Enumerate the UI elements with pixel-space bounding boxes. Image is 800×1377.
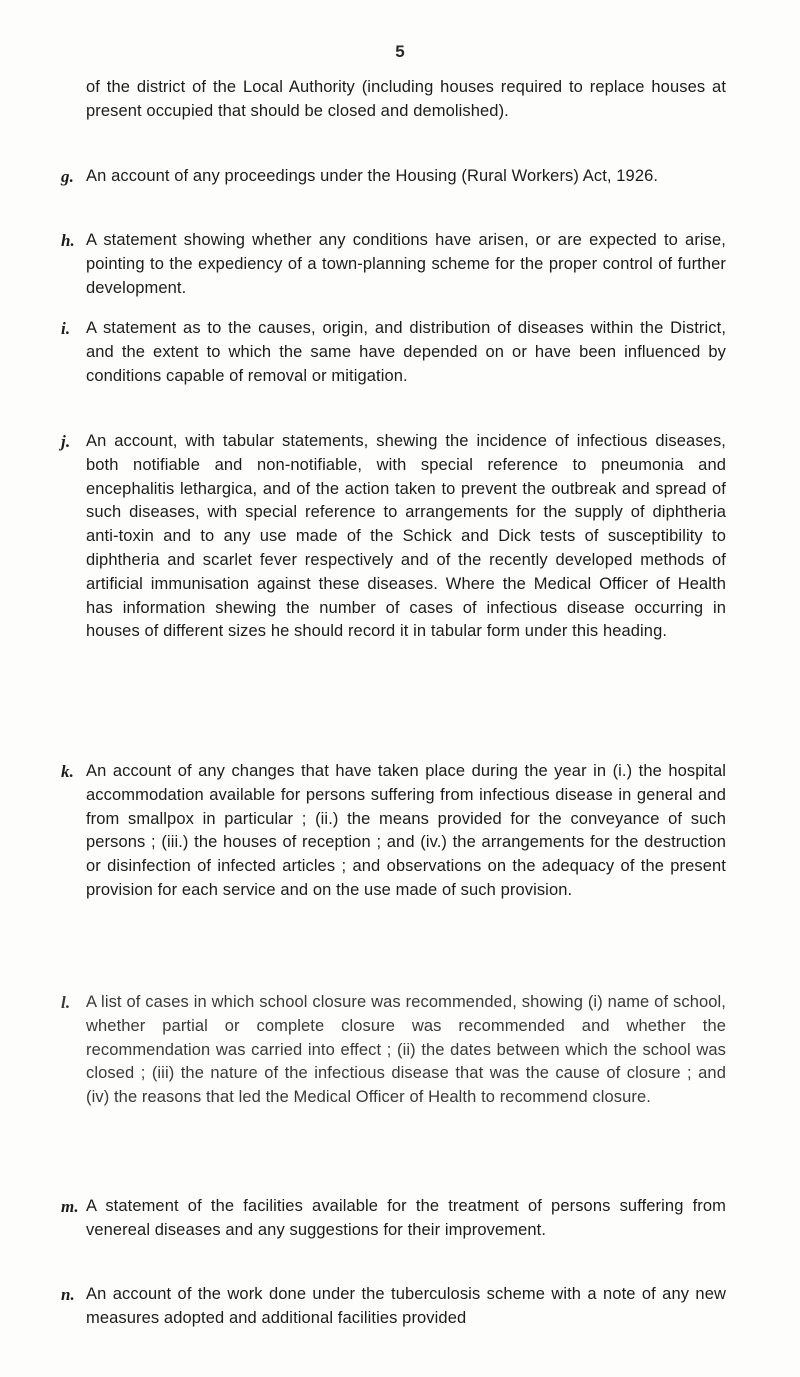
item-letter: h. (61, 231, 75, 250)
item-text: A statement of the facilities available for the treatment of persons suffering from venereal diseases and any suggestions for their improvement. (86, 1197, 726, 1239)
item-continuation (86, 76, 726, 124)
item-letter: m. (61, 1197, 79, 1216)
item-text: A statement showing whether any conditions have arisen, or are expected to arise, pointing to the expediency of a town-planning scheme for the proper control of further development. (86, 231, 726, 297)
item-text: An account of any changes that have taken place during the year in (i.) the hospital accommodation available for persons suffering from infectious disease in general and from smallpox in particular ; (ii.) the means provided for the conveyance of such persons ; (iii.) the houses of reception ; and (iv.) the arrangements for the destruction or disinfection of infected articles ; and observations on the adequacy of the present provision for each service and on the use made of such provision. (86, 762, 726, 899)
item-i (61, 317, 726, 388)
item-h (61, 229, 726, 300)
item-m (61, 1195, 726, 1243)
item-text: An account, with tabular statements, shewing the incidence of infectious diseases, both notifiable and non-notifiable, with special reference to pneumonia and encephalitis lethargica, and of the action taken to prevent the outbreak and spread of such diseases, with special reference to arrangements for the supply of diphtheria anti-toxin and to any use made of the Schick and Dick tests of susceptibility to diphtheria and scarlet fever respectively and of the recently developed methods of artificial immunisation against these diseases. Where the Medical Officer of Health has information shewing the number of cases of infectious disease occurring in houses of different sizes he should record it in tabular form under this heading. (86, 432, 726, 641)
item-letter: j. (61, 432, 71, 451)
item-letter: g. (61, 167, 74, 186)
item-text: An account of any proceedings under the Housing (Rural Workers) Act, 1926. (86, 167, 659, 185)
item-j (61, 430, 726, 644)
item-text: An account of the work done under the tuberculosis scheme with a note of any new measures adopted and additional facilities provided (86, 1285, 726, 1327)
item-text: of the district of the Local Authority (including houses required to replace houses at present occupied that should be closed and demolished). (86, 78, 726, 120)
item-letter: i. (61, 319, 71, 338)
page-number: 5 (395, 42, 405, 61)
item-text: A statement as to the causes, origin, and distribution of diseases within the District, and the extent to which the same have depended on or have been influenced by conditions capable of removal or mitigation. (86, 319, 726, 385)
item-g (61, 165, 726, 189)
item-k (61, 760, 726, 903)
item-letter: k. (61, 762, 74, 781)
item-text: A list of cases in which school closure was recommended, showing (i) name of school, whether partial or complete closure was recommended and whether the recommendation was carried into effect ; (ii) the dates between which the school was closed ; (iii) the nature of the infectious disease that was the cause of closure ; and (iv) the reasons that led the Medical Officer of Health to recommend closure. (86, 993, 726, 1107)
item-letter: n. (61, 1285, 75, 1304)
item-l (61, 991, 726, 1110)
item-n (61, 1283, 726, 1331)
item-letter: l. (61, 993, 71, 1012)
